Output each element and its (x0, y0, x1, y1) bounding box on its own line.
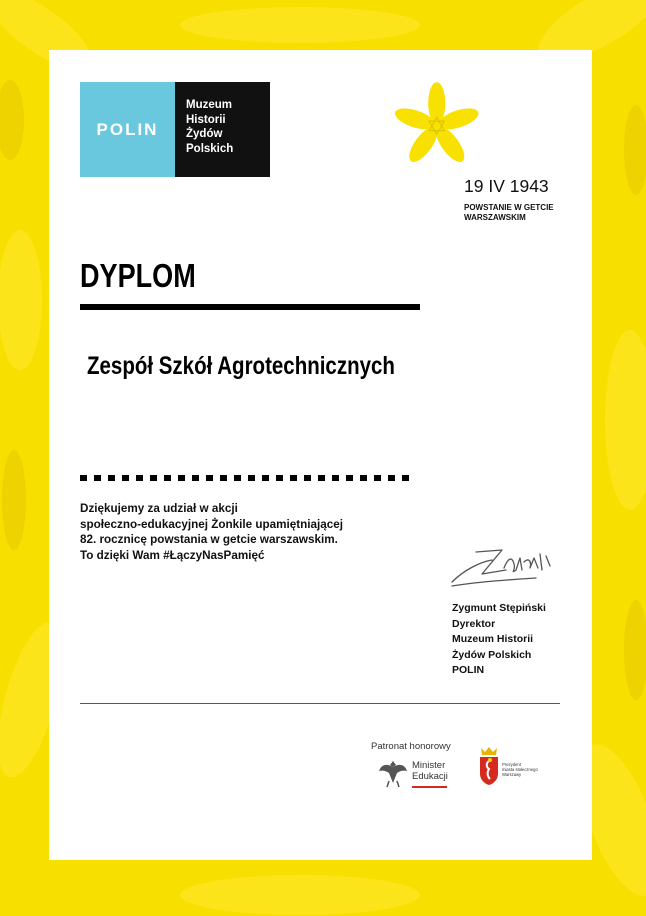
title-underline (80, 304, 420, 310)
thanks-line: 82. rocznicę powstania w getcie warszawskim. (80, 533, 338, 546)
thanks-line: To dzięki Wam #ŁączyNasPamięć (80, 548, 265, 562)
diploma-title: DYPLOM (80, 257, 196, 294)
dotted-divider (80, 475, 410, 481)
president-label (502, 762, 538, 777)
minister-line: Edukacji (412, 771, 448, 782)
minister-label (412, 760, 448, 782)
minister-line: Minister (412, 760, 446, 771)
polish-eagle-icon (378, 757, 408, 789)
museum-name-line: Muzeum (186, 99, 232, 111)
signer-line: Muzeum Historii (452, 633, 534, 645)
signer-line: Dyrektor (452, 617, 496, 630)
museum-name-line: Historii (186, 113, 226, 126)
minister-red-bar (412, 786, 447, 788)
polin-logo (80, 82, 270, 177)
museum-name-line: Polskich (186, 142, 234, 155)
daffodil-icon (394, 82, 489, 185)
patronage-label: Patronat honorowy (371, 741, 451, 752)
museum-name-block (175, 82, 270, 177)
event-subtitle (464, 203, 554, 223)
signer-line: Żydów Polskich (452, 648, 532, 661)
president-line: miasta stołecznego (502, 767, 538, 772)
footer-divider (80, 703, 560, 704)
thanks-text (80, 501, 343, 563)
president-line: Prezydent (502, 762, 521, 767)
signer-line: POLIN (452, 664, 485, 676)
recipient-name: Zespół Szkół Agrotechnicznych (87, 352, 395, 380)
warsaw-coat-of-arms-icon (477, 746, 501, 786)
signer-line: Zygmunt Stępiński (452, 602, 546, 614)
president-line: Warszawy (502, 772, 522, 777)
thanks-line: Dziękujemy za udział w akcji (80, 502, 238, 515)
event-subtitle-line: WARSZAWSKIM (464, 213, 526, 222)
signer-block (452, 601, 546, 679)
handwritten-signature (446, 540, 556, 590)
event-subtitle-line: POWSTANIE W GETCIE (464, 203, 554, 212)
museum-name-line: Żydów (186, 128, 223, 140)
polin-wordmark: POLIN (96, 119, 159, 139)
thanks-line: społeczno-edukacyjnej Żonkile upamiętniającej (80, 517, 344, 531)
polin-logo-blue-block (80, 82, 175, 177)
diploma-paper (49, 50, 592, 860)
event-date: 19 IV 1943 (464, 176, 549, 196)
